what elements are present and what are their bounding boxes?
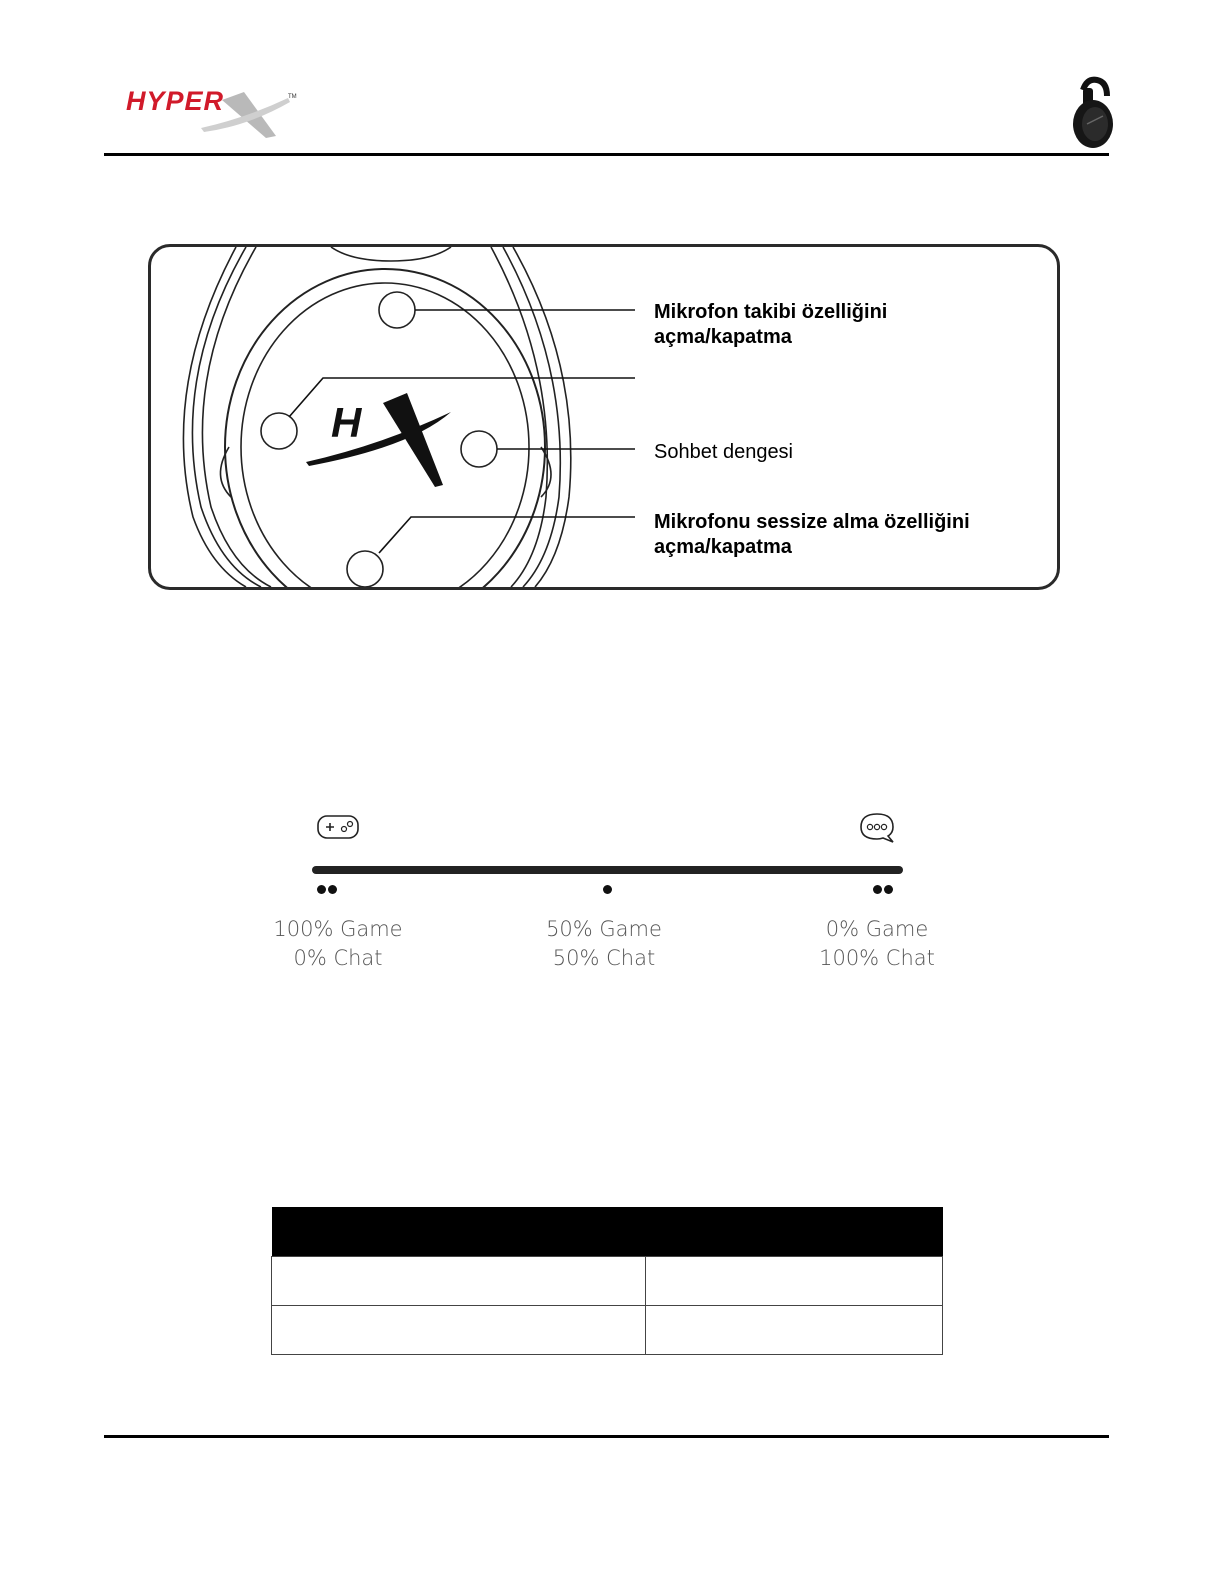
- svg-text:H: H: [331, 399, 362, 446]
- mic-monitoring-button: [379, 292, 415, 328]
- table-cell: [272, 1257, 646, 1306]
- callout-mic-mute: Mikrofonu sessize alma özelliğini açma/kapatma: [654, 511, 970, 558]
- gamepad-icon: [316, 813, 360, 841]
- mix-slider-track: [312, 866, 903, 874]
- mic-mute-button: [347, 551, 383, 587]
- table-cell: [646, 1306, 943, 1355]
- table-row: [272, 1306, 943, 1355]
- callout-chat-mix: Sohbet dengesi: [654, 441, 794, 463]
- table-row: [272, 1257, 943, 1306]
- table-cell: [272, 1306, 646, 1355]
- hx-logo-icon: [306, 393, 451, 487]
- spec-table: [271, 1207, 943, 1355]
- svg-text:HYPER: HYPER: [126, 86, 225, 116]
- mix-stop-center: 50% Game 50% Chat: [546, 917, 662, 970]
- hyperx-logo: [126, 84, 298, 142]
- earcup-control-diagram: [148, 244, 1060, 590]
- mix-dots-left: [317, 881, 337, 899]
- svg-text:TM: TM: [288, 94, 297, 100]
- mix-dot-center: [603, 881, 612, 899]
- headset-thumbnail-icon: [1063, 76, 1121, 150]
- mix-stop-right: 0% Game 100% Chat: [819, 917, 935, 970]
- chat-mix-dial: [461, 431, 497, 467]
- table-header-cell: [646, 1207, 943, 1257]
- mix-stop-left: 100% Game 0% Chat: [273, 917, 403, 970]
- chat-bubble-icon: [857, 811, 897, 845]
- footer-divider: [104, 1435, 1109, 1438]
- table-header-cell: [272, 1207, 646, 1257]
- power-button: [261, 413, 297, 449]
- mix-dots-right: [873, 881, 893, 899]
- table-header-row: [272, 1207, 943, 1257]
- header-divider: [104, 153, 1109, 156]
- callout-mic-monitoring: Mikrofon takibi özelliğini açma/kapatma: [654, 301, 888, 348]
- table-cell: [646, 1257, 943, 1306]
